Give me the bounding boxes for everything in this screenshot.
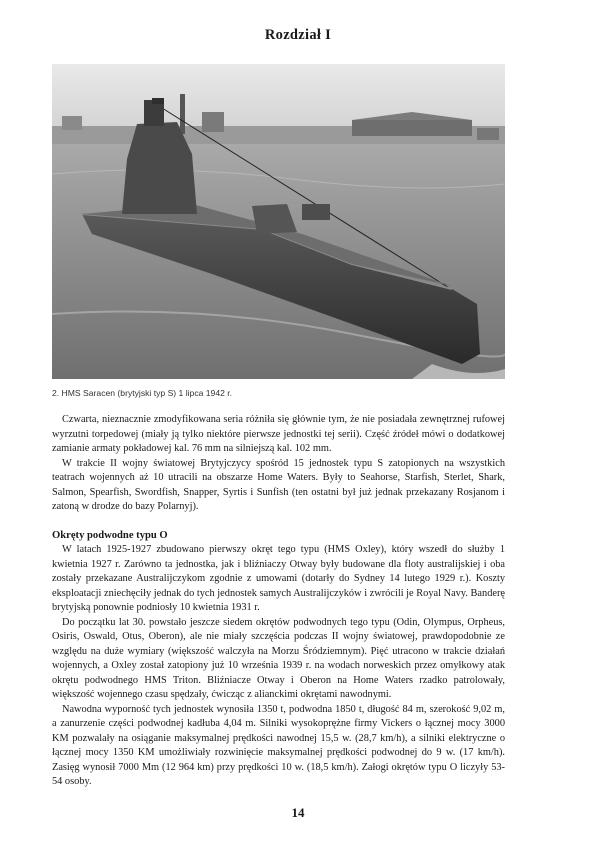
- section-heading: Okręty podwodne typu O: [52, 529, 168, 541]
- paragraph: Do początku lat 30. powstało jeszcze siedem okrętów podwodnych tego typu (Odin, Olympus, Orpheus, Osiris, Oswald, Otus, Oberon), ale nie miały szczęścia podczas II wojny światowej, prawdopodobnie ze względu na duże wymiary (większość walczyła na Morzu Śródziemnym). Pięć utracono w trakcie działań wojennych, a Oxley został zatopiony już 10 września 1939 r. na wodach norweskich przez omyłkowy atak okrętu podwodnego HMS Triton. Bliźniacze Otway i Oberon na Home Waters rzadko patrolowały, większość wojennego czasu spędzały, ćwicząc z alianckimi okrętami nawodnymi.: [52, 616, 505, 700]
- paragraph: Czwarta, nieznacznie zmodyfikowana seria różniła się głównie tym, że nie posiadała zewnętrznej rufowej wyrzutni torpedowej (miały ją tylko niektóre pierwsze jednostki tej serii). Część źródeł mówi o dodatkowej zamianie armaty pokładowej kal. 76 mm na silniejszą kal. 102 mm.: [52, 414, 505, 454]
- chapter-header: Rozdział I: [264, 27, 332, 43]
- body-text: [52, 413, 505, 790]
- paragraph: W trakcie II wojny światowej Brytyjczycy spośród 15 jednostek typu S zatopionych na wszystkich teatrach wojennych aż 10 utracili na obszarze Home Waters. Były to Seahorse, Starfish, Sterlet, Shark, Salmon, Spearfish, Swordfish, Snapper, Syrtis i Sunfish (ten ostatni był już jednak przekazany Rosjanom i zatoną w drodze do bazy Polarnyj).: [52, 457, 505, 512]
- figure-caption: 2. HMS Saracen (brytyjski typ S) 1 lipca 1942 r.: [52, 388, 233, 398]
- paragraph: W latach 1925-1927 zbudowano pierwszy okręt tego typu (HMS Oxley), który wszedł do służby 1 kwietnia 1927 r. Zarówno ta jednostka, jak i bliźniaczy Otway były budowane dla floty australijskiej i oba zostały przekazane Australijczykom zgodnie z umowami (dotarły do Sydney 14 lutego 1929 r.). Koszty eksploatacji zniechęciły jednak do tych jednostek samych Australijczyków i zwrócili je Royal Navy. Banderę brytyjską ponownie podniosły 10 kwietnia 1931 r.: [52, 544, 505, 613]
- page-number: 14: [291, 805, 305, 820]
- submarine-image: [52, 64, 505, 379]
- submarine-photo: [52, 64, 505, 379]
- paragraph: Nawodna wyporność tych jednostek wynosiła 1350 t, podwodna 1850 t, długość 84 m, szerokość 9,02 m, a zanurzenie części podwodnej kadłuba 4,04 m. Silniki wysokoprężne firmy Vickers o łącznej mocy 3000 KM pozwalały na osiąganie maksymalnej prędkości nawodnej 15,5 w. (28,7 km/h), a silniki elektryczne o łącznej mocy 1350 KM umożliwiały rozwinięcie maksymalnej prędkości podwodnej do 9 w. (17 km/h). Zasięg wynosił 7000 Mm (12 964 km) przy prędkości 10 w. (18,5 km/h). Załogi okrętów typu O liczyły 53-54 osoby.: [52, 703, 505, 787]
